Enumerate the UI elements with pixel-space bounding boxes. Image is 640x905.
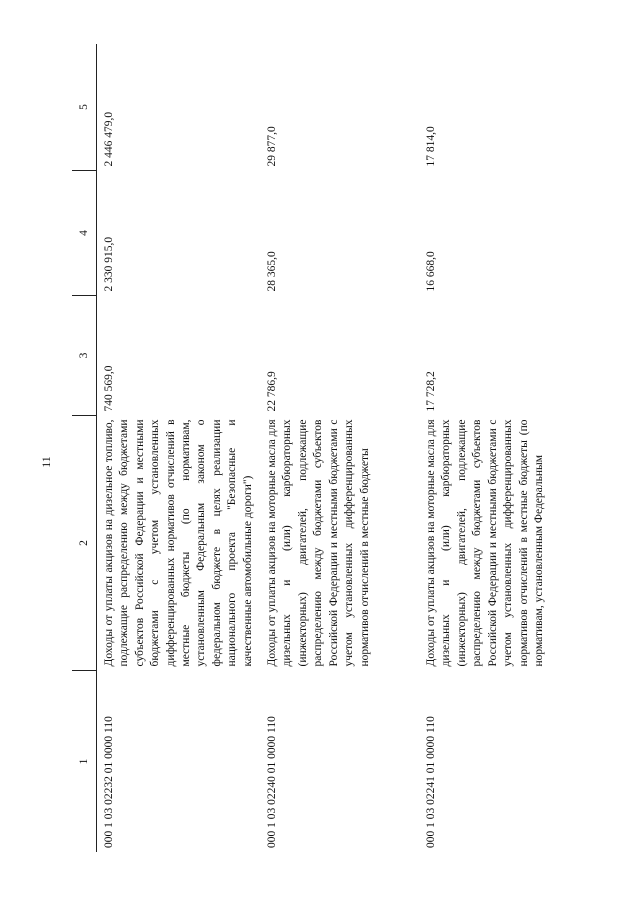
budget-table [72, 44, 578, 852]
table-row [419, 44, 578, 852]
table-row [260, 44, 419, 852]
row-description: Доходы от уплаты акцизов на моторные масла для дизельных и (или) карбюраторных (инжекторных) двигателей, подлежащие распределению между бюджетами субъектов Российской Федерации и местными бюджетами с учетом установленных дифференцированных нормативов отчислений в местные бюджеты (по нормативам, установленным Федеральным [425, 419, 545, 667]
row-value-col5: 29 877,0 [266, 126, 279, 167]
row-code: 000 1 03 02232 01 0000 110 [103, 716, 115, 848]
table-header-row [72, 44, 97, 852]
header-col-1: 1 [72, 671, 97, 853]
row-value-col4: 16 668,0 [425, 251, 438, 292]
header-col-4: 4 [72, 171, 97, 296]
row-description: Доходы от уплаты акцизов на моторные масла для дизельных и (или) карбюраторных (инжекторных) двигателей, подлежащие распределению между бюджетами субъектов Российской Федерации и местными бюджетами с учетом установленных дифференцированных нормативов отчислений в местные бюджеты [266, 419, 371, 667]
row-description: Доходы от уплаты акцизов на дизельное топливо, подлежащие распределению между бюджетами субъектов Российской Федерации и местными бюджетами с учетом установленных дифференцированных нормативов отчислений в местные бюджеты (по нормативам, установленным Федеральным законом о федеральном бюджете в целях реализации национального проекта "Безопасные и качественные автомобильные дороги") [103, 419, 254, 667]
row-value-col5: 17 814,0 [425, 126, 438, 167]
header-col-5: 5 [72, 44, 97, 171]
row-value-col4: 28 365,0 [266, 251, 279, 292]
row-value-col3: 17 728,2 [425, 371, 438, 412]
row-value-col3: 22 786,9 [266, 371, 279, 412]
budget-table-rotated [72, 48, 612, 852]
header-col-3: 3 [72, 296, 97, 416]
row-value-col4: 2 330 915,0 [103, 236, 115, 292]
header-col-2: 2 [72, 416, 97, 671]
row-code: 000 1 03 02241 01 0000 110 [425, 716, 438, 848]
row-value-col5: 2 446 479,0 [103, 111, 115, 167]
row-value-col3: 740 569,0 [103, 365, 115, 412]
page-number: 11 [39, 456, 53, 468]
table-row [97, 44, 261, 852]
row-code: 000 1 03 02240 01 0000 110 [266, 716, 279, 848]
